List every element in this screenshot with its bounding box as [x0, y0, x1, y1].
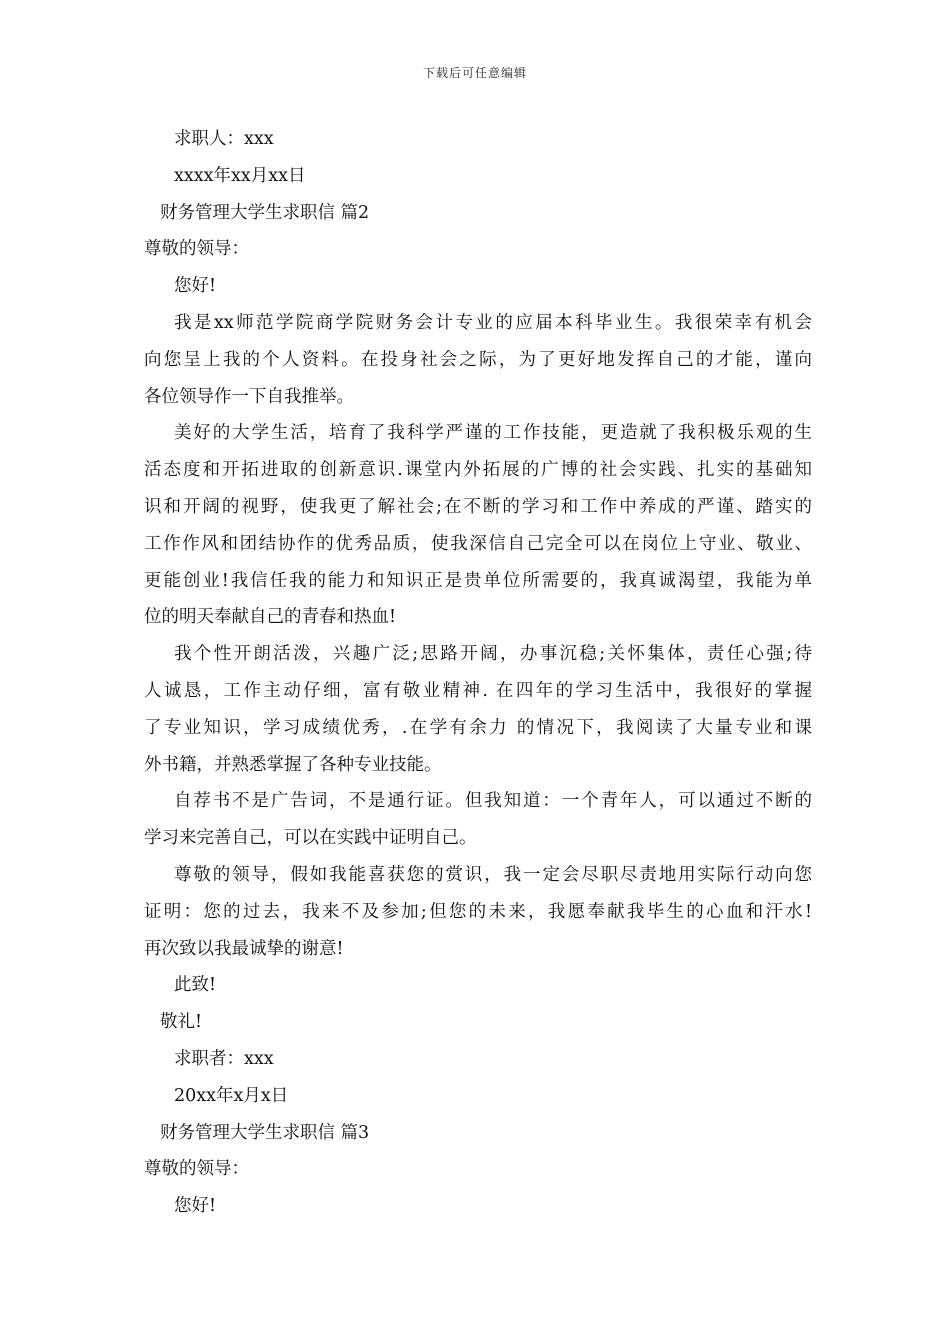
paragraph-line: 外书籍，并熟悉掌握了各种专业技能。 — [144, 754, 442, 775]
greeting: 您好! — [174, 1196, 217, 1217]
paragraph-line: 我是xx师范学院商学院财务会计专业的应届本科毕业生。我很荣幸有机会 — [174, 312, 812, 333]
closing-salute: 敬礼! — [160, 1012, 203, 1033]
paragraph-line: 再次致以我最诚挚的谢意! — [144, 938, 344, 959]
paragraph-line: 人诚恳，工作主动仔细，富有敬业精神. 在四年的学习生活中，我很好的掌握 — [144, 680, 812, 701]
date-line: 20xx年x月x日 — [174, 1085, 289, 1106]
greeting: 您好! — [174, 276, 217, 297]
paragraph-line: 更能创业!我信任我的能力和知识正是贵单位所需要的，我真诚渴望，我能为单 — [144, 570, 812, 591]
paragraph-line: 了专业知识，学习成绩优秀，.在学有余力 的情况下，我阅读了大量专业和课 — [144, 717, 812, 738]
paragraph-line: 位的明天奉献自己的青春和热血! — [144, 607, 397, 628]
paragraph-line: 尊敬的领导，假如我能喜获您的赏识，我一定会尽职尽责地用实际行动向您 — [174, 864, 812, 885]
paragraph-line: 自荐书不是广告词，不是通行证。但我知道：一个青年人，可以通过不断的 — [174, 791, 812, 812]
paragraph-line: 工作作风和团结协作的优秀品质，使我深信自己完全可以在岗位上守业、敬业、 — [144, 533, 812, 554]
paragraph-line: 我个性开朗活泼，兴趣广泛;思路开阔，办事沉稳;关怀集体，责任心强;待 — [174, 644, 812, 665]
salutation: 尊敬的领导： — [144, 239, 249, 260]
applicant-signature-line: 求职人：xxx — [174, 129, 274, 149]
section-title-3: 财务管理大学生求职信 篇3 — [160, 1122, 370, 1143]
date-line: xxxx年xx月xx日 — [174, 165, 306, 186]
paragraph-line: 美好的大学生活，培育了我科学严谨的工作技能，更造就了我积极乐观的生 — [174, 423, 812, 444]
letter-body — [144, 124, 812, 1228]
section-title-2: 财务管理大学生求职信 篇2 — [160, 202, 370, 223]
paragraph-line: 证明：您的过去，我来不及参加;但您的未来，我愿奉献我毕生的心血和汗水! — [144, 901, 812, 922]
applicant-signature-line: 求职者：xxx — [174, 1048, 274, 1069]
paragraph-line: 向您呈上我的个人资料。在投身社会之际，为了更好地发挥自己的才能，谨向 — [144, 349, 812, 370]
paragraph-line: 活态度和开拓进取的创新意识.课堂内外拓展的广博的社会实践、扎实的基础知 — [144, 460, 812, 481]
paragraph-line: 各位领导作一下自我推举。 — [144, 386, 354, 407]
paragraph-line: 识和开阔的视野，使我更了解社会;在不断的学习和工作中养成的严谨、踏实的 — [144, 496, 812, 517]
salutation: 尊敬的领导： — [144, 1159, 249, 1180]
closing-line: 此致! — [174, 975, 217, 996]
paragraph-line: 学习来完善自己，可以在实践中证明自己。 — [144, 828, 477, 849]
page-header: 下载后可任意编辑 — [422, 66, 527, 80]
